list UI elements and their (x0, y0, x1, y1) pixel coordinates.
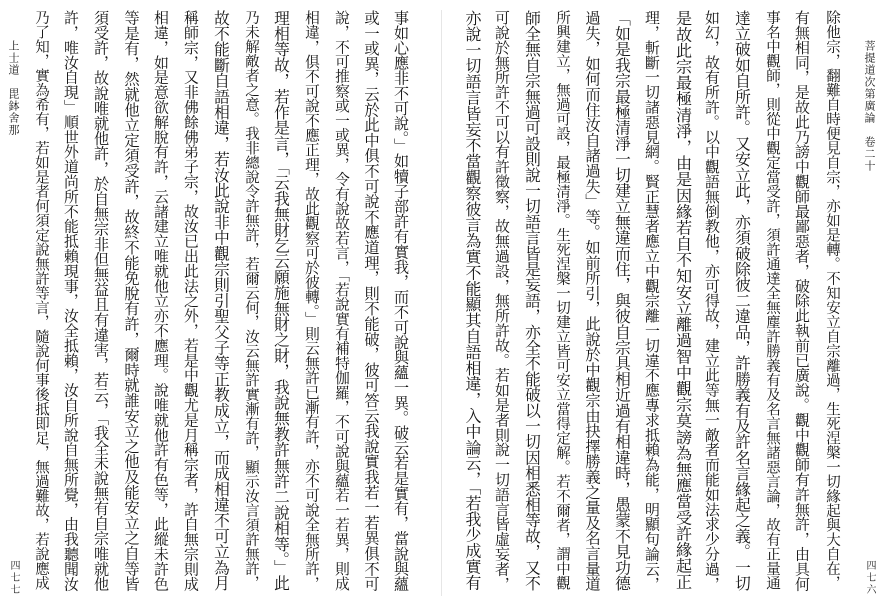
text-column: 事如心應非不可說。」如犢子部許有實我，而不可說與蘊一異。破云若是實有，當說與蘊 (392, 10, 410, 592)
text-column: 等是有，然就他立定須受許，故終不能免脫有許，爾時就誰安立之他及能安立之自等皆 (122, 10, 140, 592)
text-column: 相違，俱不可說不應正理，故此觀察可於彼轉。」則云無許已漸有許，亦不可說全無所許， (303, 10, 320, 591)
text-column: 理，斬斷一切諸惡見網。賢正慧者應立中觀宗離一切違不應專求抵賴為能，明顯句論云， (643, 10, 661, 592)
text-column: 師全無自宗無過可設則說一切語言皆是妄語，亦全不能破以一切因相悉相等故，又不 (523, 10, 542, 591)
text-column: 是故此宗最極清淨，由是因緣若自不知安立離過智中觀宗莫謗為無應當受許緣起正 (673, 10, 692, 590)
left-page-footer: 上士道 毘鉢舍那 (7, 40, 20, 136)
text-column: 有無相同，是故此乃謗中觀師最鄙惡者，破除此執前已廣說。觀中觀師有許無許，由具何 (793, 10, 811, 592)
text-column: 相違，如是意欲解脫有許，云諸建立唯就他立亦不應理。說唯就他許有色等，此縱未許色 (152, 10, 170, 592)
text-column: 許，唯汝自現」順世外道尚所不能抵賴現事，汝全抵賴，汝自所說自無所覺，由我聽聞汝 (62, 10, 80, 592)
right-page-number: 四七六 (864, 560, 875, 596)
text-column: 如幻，故有所許。以中觀語無倒教他，亦可得故，建立此等無一敵者而能如法求少分過， (703, 10, 721, 592)
text-column: 「如是我宗最極清淨一切建立無違而住，與彼自宗具相近過有相違時，愚蒙不見功德 (613, 10, 632, 591)
right-page (442, 0, 885, 606)
text-column: 故不能斷自語相違，若汝此說非中觀宗則引聖父子等正教成立，而成相違不可立為月 (212, 10, 231, 591)
text-column: 除他宗，翻難自時便見自宗，亦如是轉。不知安立自宗離過，生死涅槃一切緣起與大自在， (824, 10, 840, 590)
text-column: 說，不可推察或一或異，令有說故若言，「若說實有補特伽羅，不可說與蘊若一若異，則成 (333, 10, 350, 591)
text-column: 可說於無所許不可以有許徵察，故無過設，無所許故。若如是者則說一切語言皆虛妄者， (493, 10, 511, 592)
text-column: 乃了知，實為希有，若如是者何須定說無許等言，隨說何事後抵即足，無過難故，若說應成 (33, 10, 49, 590)
text-column: 過失，如何而住汝自諸過失」等。如前所引，此說於中觀宗由抉擇勝義之量及名言量道 (583, 10, 601, 592)
text-column: 須受許，故說唯就他許，於自無宗非但無益且有違害，若云，「我全未說無有自宗唯就他 (92, 10, 110, 592)
left-page (0, 0, 442, 606)
text-column: 乃未解敵者之意。我非總說令許無許，若爾云何，汝云無許實漸有許，顯示汝言須許無許， (243, 10, 259, 590)
left-page-number: 四七七 (8, 560, 19, 596)
right-page-header: 菩提道次第廣論 卷二十 (863, 40, 876, 172)
text-column: 達立破如自所許。又安立此，亦須破除彼二違品，許勝義有及許名言緣起之義。一切 (733, 10, 752, 591)
text-column: 理相等故，若作是言，「云我無財乞云願施無財之財，我說無教許無許二說相等。」此 (272, 10, 291, 591)
text-column: 亦說一切語言皆妄不當觀察彼言為實不能顯其自語相違，入中論云，「若我少成實有 (463, 10, 482, 591)
text-column: 或一或異，云於此中俱不可說不應道理，則不能破，彼可答云我說實我若一若異俱不可 (362, 10, 380, 592)
text-column: 所興建立，無過可設，最極清淨。生死涅槃一切建立皆可安立當得定解。若不爾者，謂中觀 (554, 10, 570, 590)
text-column: 稱師宗，又非佛餘佛弟子宗，故汝已出此法之外，若是中觀尤是月稱宗者，許自無宗則成 (182, 10, 200, 592)
text-column: 事名中觀師，則從中觀定當受許，須許通達全無塵許勝義有及名言無諸惡言論，故有正量通 (764, 10, 780, 590)
